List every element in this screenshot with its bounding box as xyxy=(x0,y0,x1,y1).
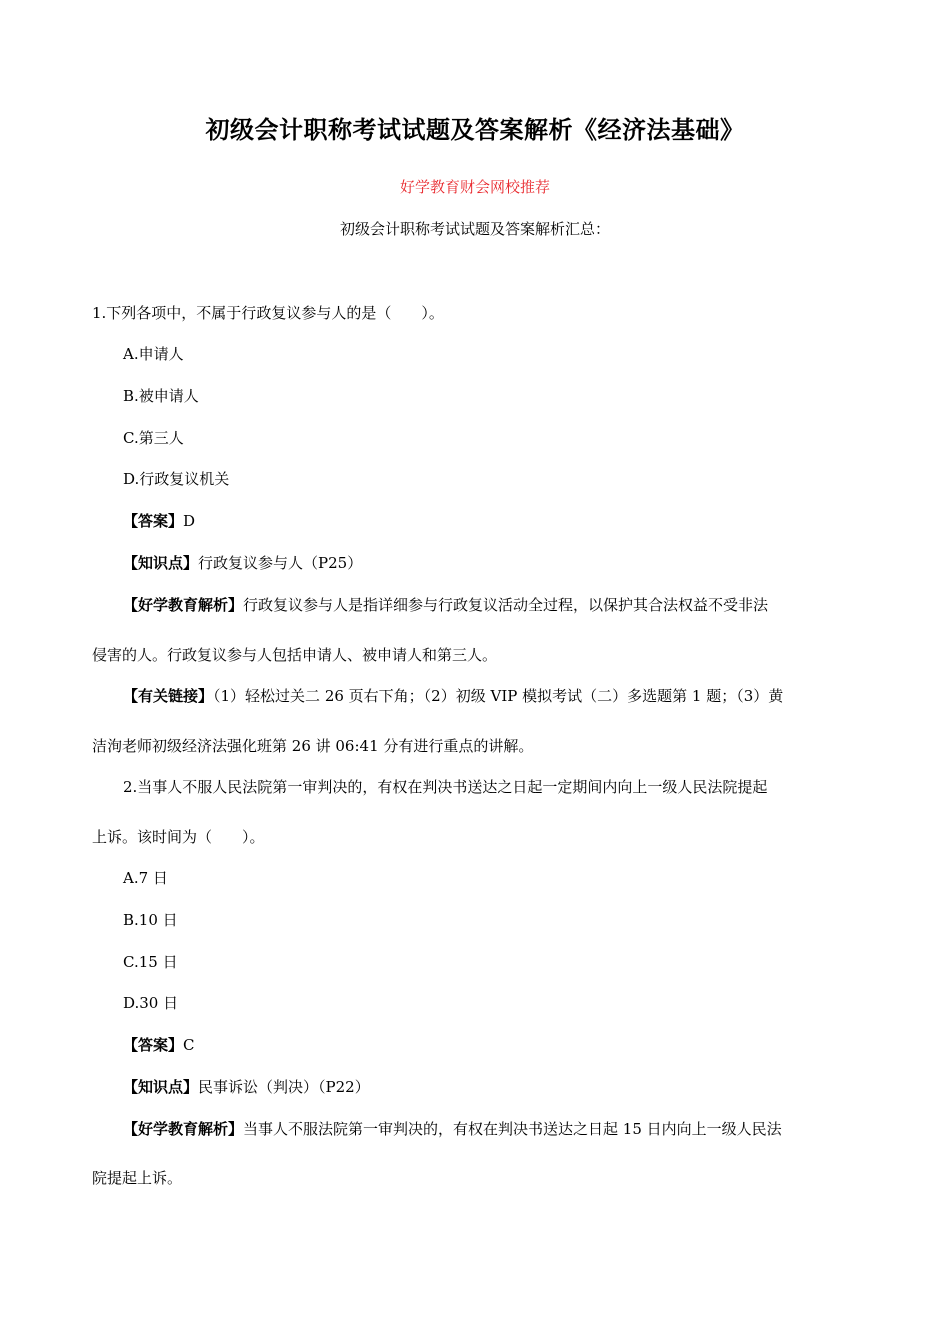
q2-answer-value: C xyxy=(183,1036,195,1054)
document-title: 初级会计职称考试试题及答案解析《经济法基础》 xyxy=(205,115,745,144)
q1-option-b: B.被申请人 xyxy=(123,387,199,405)
q1-option-a: A.申请人 xyxy=(123,345,184,363)
q2-analysis-text1: 当事人不服法院第一审判决的，有权在判决书送达之日起 15 日内向上一级人民法 xyxy=(243,1120,782,1138)
q1-analysis-line1 xyxy=(123,595,768,615)
q1-link-text1: （1）轻松过关二 26 页右下角；（2）初级 VIP 模拟考试（二）多选题第 1 题；（3）黄 xyxy=(213,687,784,705)
q2-option-d: D.30 日 xyxy=(123,994,179,1012)
q2-stem-line1: 2.当事人不服人民法院第一审判决的，有权在判决书送达之日起一定期间内向上一级人民法院提起 xyxy=(123,778,768,796)
q1-option-d: D.行政复议机关 xyxy=(123,470,230,488)
q1-answer-label: 【答案】 xyxy=(123,512,184,530)
q2-answer xyxy=(123,1035,195,1055)
q2-option-a: A.7 日 xyxy=(123,869,168,887)
q2-stem-line2: 上诉。该时间为（ ）。 xyxy=(92,828,265,846)
q2-analysis-line1 xyxy=(123,1119,782,1139)
q2-option-b: B.10 日 xyxy=(123,911,178,929)
q2-analysis-line2: 院提起上诉。 xyxy=(92,1169,183,1187)
q1-answer-value: D xyxy=(183,512,196,530)
q1-analysis-text1: 行政复议参与人是指详细参与行政复议活动全过程，以保护其合法权益不受非法 xyxy=(243,596,769,614)
recommend-link[interactable]: 好学教育财会网校推荐 xyxy=(399,178,550,196)
q1-answer xyxy=(123,511,195,531)
q1-analysis-label: 【好学教育解析】 xyxy=(123,596,244,614)
q1-link-line1 xyxy=(123,686,783,706)
q2-answer-label: 【答案】 xyxy=(123,1036,184,1054)
q1-link-line2: 洁洵老师初级经济法强化班第 26 讲 06:41 分有进行重点的讲解。 xyxy=(92,737,534,755)
q1-knowledge-value: 行政复议参与人（P25） xyxy=(198,554,363,572)
q2-analysis-label: 【好学教育解析】 xyxy=(123,1120,244,1138)
q1-option-c: C.第三人 xyxy=(123,429,184,447)
q1-knowledge xyxy=(123,553,362,573)
q2-knowledge-value: 民事诉讼（判决）（P22） xyxy=(198,1078,370,1096)
q2-knowledge-label: 【知识点】 xyxy=(123,1078,199,1096)
q1-analysis-line2: 侵害的人。行政复议参与人包括申请人、被申请人和第三人。 xyxy=(92,646,498,664)
summary-heading: 初级会计职称考试试题及答案解析汇总： xyxy=(339,220,610,238)
q1-stem: 1.下列各项中，不属于行政复议参与人的是（ ）。 xyxy=(92,304,444,322)
q1-knowledge-label: 【知识点】 xyxy=(123,554,199,572)
q1-link-label: 【有关链接】 xyxy=(123,687,214,705)
q2-knowledge xyxy=(123,1077,370,1097)
q2-option-c: C.15 日 xyxy=(123,953,178,971)
